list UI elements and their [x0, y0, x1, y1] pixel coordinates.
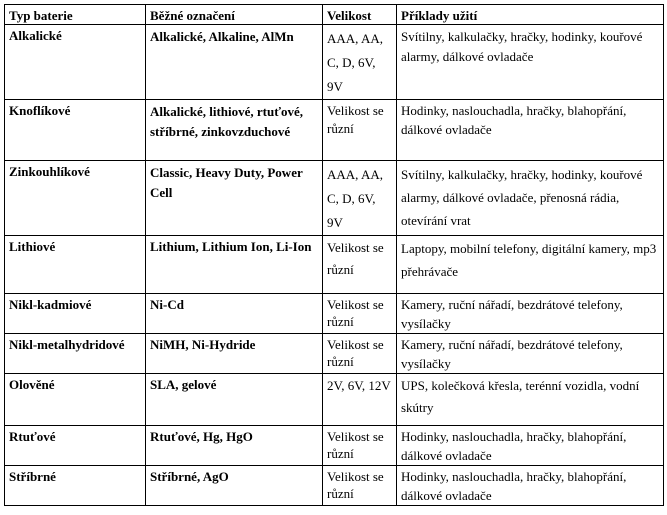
cell-type: Stříbrné	[5, 466, 146, 506]
table-row	[5, 374, 664, 426]
cell-designation: SLA, gelové	[146, 374, 323, 426]
cell-uses: Hodinky, naslouchadla, hračky, blahopřání, dálkové ovladače	[397, 426, 664, 466]
cell-designation: Stříbrné, AgO	[146, 466, 323, 506]
cell-type: Nikl-kadmiové	[5, 294, 146, 334]
table-row	[5, 334, 664, 374]
cell-designation: Alkalické, Alkaline, AlMn	[146, 25, 323, 100]
cell-type: Nikl-metalhydridové	[5, 334, 146, 374]
cell-size: Velikost se různí	[323, 334, 397, 374]
table-row	[5, 100, 664, 161]
battery-types-table	[4, 4, 664, 506]
cell-uses: Svítilny, kalkulačky, hračky, hodinky, kouřové alarmy, dálkové ovladače, přenosná rádia, otevírání vrat	[397, 161, 664, 236]
cell-type: Zinkouhlíkové	[5, 161, 146, 236]
cell-designation: Alkalické, lithiové, rtuťové, stříbrné, zinkovzduchové	[146, 100, 323, 161]
cell-uses: Hodinky, naslouchadla, hračky, blahopřání, dálkové ovladače	[397, 466, 664, 506]
header-uses: Příklady užití	[397, 5, 664, 25]
table-row	[5, 294, 664, 334]
cell-size: Velikost se různí	[323, 426, 397, 466]
cell-uses: UPS, kolečková křesla, terénní vozidla, vodní skútry	[397, 374, 664, 426]
cell-size: AAA, AA, C, D, 6V, 9V	[323, 25, 397, 100]
cell-uses: Kamery, ruční nářadí, bezdrátové telefony, vysílačky	[397, 294, 664, 334]
cell-size: Velikost se různí	[323, 236, 397, 294]
header-designation: Běžné označení	[146, 5, 323, 25]
cell-designation: Classic, Heavy Duty, Power Cell	[146, 161, 323, 236]
table-row	[5, 161, 664, 236]
cell-size: Velikost se různí	[323, 294, 397, 334]
table-row	[5, 426, 664, 466]
header-type: Typ baterie	[5, 5, 146, 25]
cell-type: Olověné	[5, 374, 146, 426]
cell-uses: Laptopy, mobilní telefony, digitální kamery, mp3 přehrávače	[397, 236, 664, 294]
header-size: Velikost	[323, 5, 397, 25]
cell-designation: Rtuťové, Hg, HgO	[146, 426, 323, 466]
cell-uses: Svítilny, kalkulačky, hračky, hodinky, kouřové alarmy, dálkové ovladače	[397, 25, 664, 100]
cell-size: AAA, AA, C, D, 6V, 9V	[323, 161, 397, 236]
table-row	[5, 466, 664, 506]
cell-designation: Lithium, Lithium Ion, Li-Ion	[146, 236, 323, 294]
cell-size: 2V, 6V, 12V	[323, 374, 397, 426]
cell-type: Lithiové	[5, 236, 146, 294]
cell-designation: Ni-Cd	[146, 294, 323, 334]
cell-type: Rtuťové	[5, 426, 146, 466]
cell-uses: Kamery, ruční nářadí, bezdrátové telefony, vysílačky	[397, 334, 664, 374]
cell-type: Alkalické	[5, 25, 146, 100]
cell-size: Velikost se různí	[323, 100, 397, 161]
cell-designation: NiMH, Ni-Hydride	[146, 334, 323, 374]
cell-uses: Hodinky, naslouchadla, hračky, blahopřání, dálkové ovladače	[397, 100, 664, 161]
table-header-row	[5, 5, 664, 25]
table-row	[5, 236, 664, 294]
cell-size: Velikost se různí	[323, 466, 397, 506]
cell-type: Knoflíkové	[5, 100, 146, 161]
table-row	[5, 25, 664, 100]
